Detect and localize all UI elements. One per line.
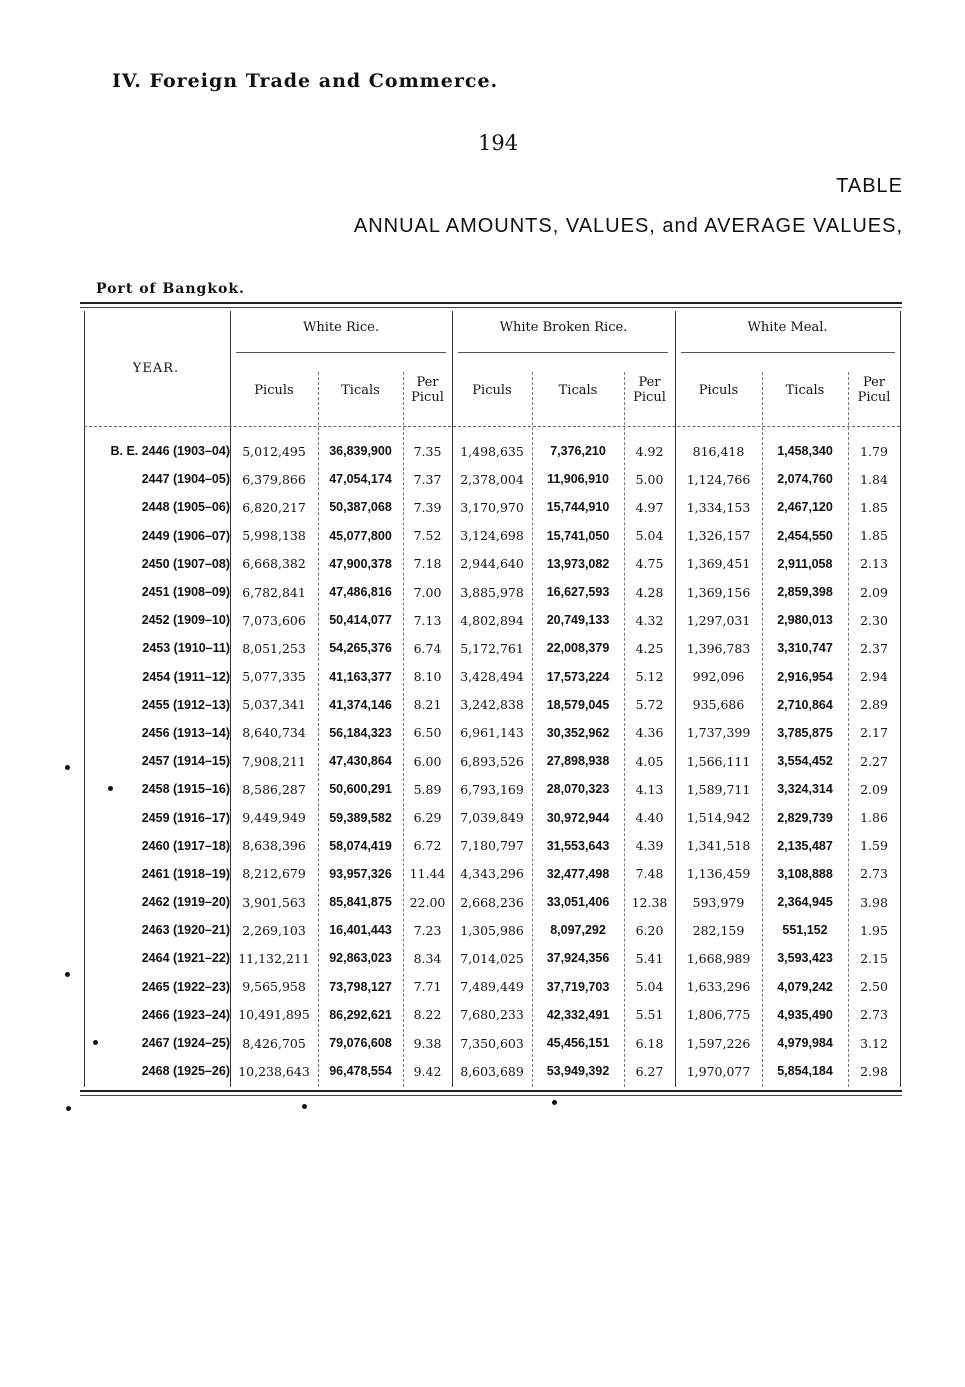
top-rule [80,302,902,304]
value-cell: 1,970,077 [686,1063,751,1079]
value-cell: 5,012,495 [242,443,306,459]
value-cell: 3,170,970 [460,499,524,515]
print-speck [552,1100,557,1105]
value-cell: 7,180,797 [460,838,524,854]
trade-data-table [84,437,900,1085]
value-cell: 30,352,962 [546,725,610,740]
value-cell: 5,998,138 [242,528,306,544]
value-cell: 4,935,490 [777,1007,833,1022]
value-cell: 1,514,942 [686,810,751,826]
value-cell: 2,911,058 [777,556,833,571]
value-cell: 11.44 [409,866,446,882]
value-cell: 16,627,593 [546,585,610,600]
value-cell: 1.59 [860,838,888,854]
value-cell: 73,798,127 [329,979,392,994]
value-cell: 2,074,760 [777,472,833,487]
table-row [84,465,900,493]
value-cell: 282,159 [692,922,745,938]
value-cell: 2.94 [860,669,888,685]
value-cell: 2,859,398 [777,585,833,600]
value-cell: 8.22 [413,1007,442,1023]
per-label: Per [638,375,661,390]
value-cell: 3,124,698 [460,528,524,544]
value-cell: 2,944,640 [460,556,524,572]
per-label: Per [862,375,886,390]
value-cell: 6.00 [413,753,442,769]
value-cell: 2.17 [860,725,888,741]
value-cell: 47,900,378 [329,556,392,571]
table-row [84,578,900,606]
value-cell: 1.85 [860,499,888,515]
value-cell: 1.79 [860,443,888,459]
value-cell: 37,924,356 [546,951,610,966]
table-row [84,550,900,578]
value-cell: 2,378,004 [460,471,524,487]
table-row [84,1001,900,1029]
value-cell: 6.18 [635,1035,664,1051]
value-cell: 3,554,452 [777,754,833,769]
value-cell: 6.20 [635,922,664,938]
value-cell: 2.15 [860,950,888,966]
value-cell: 5,172,761 [460,640,524,656]
value-cell: 1.84 [860,471,888,487]
value-cell: 6.27 [635,1063,664,1079]
value-cell: 6,893,526 [460,753,524,769]
bottom-rule [80,1090,902,1092]
value-cell: 22,008,379 [546,641,610,656]
table-row [84,522,900,550]
value-cell: 10,491,895 [238,1007,310,1023]
value-cell: 2.27 [860,753,888,769]
value-cell: 2,668,236 [460,894,524,910]
value-cell: 8.34 [413,950,442,966]
value-cell: 1.86 [860,810,888,826]
value-cell: 2,454,550 [777,528,833,543]
value-cell: 7.13 [413,612,442,628]
value-cell: 4.75 [635,556,664,572]
group-header-white-meal: White Meal. [747,320,828,335]
table-row [84,916,900,944]
value-cell: 8,638,396 [242,838,306,854]
table-row [84,663,900,691]
value-cell: 8.10 [413,669,442,685]
value-cell: 2.09 [860,584,888,600]
value-cell: 3,310,747 [777,641,833,656]
value-cell: 5,077,335 [242,669,306,685]
top-rule-inner [80,307,902,308]
value-cell: 31,553,643 [546,838,610,853]
picul-label: Picul [411,390,444,405]
value-cell: 59,389,582 [329,810,392,825]
value-cell: 50,414,077 [329,613,392,628]
value-cell: 1,369,451 [686,556,751,572]
table-row [84,747,900,775]
year-header: YEAR. [132,361,180,376]
col-header-ticals: Ticals [341,383,380,398]
table-row [84,973,900,1001]
value-cell: 92,863,023 [329,951,392,966]
value-cell: 12.38 [631,894,668,910]
value-cell: 1,597,226 [686,1035,751,1051]
value-cell: 7.35 [413,443,442,459]
table-title: ANNUAL AMOUNTS, VALUES, and AVERAGE VALUES, [353,215,903,237]
group-header-white-broken-rice: White Broken Rice. [499,320,628,335]
value-cell: 2.73 [860,1007,888,1023]
value-cell: 85,841,875 [329,895,392,910]
value-cell: 4.13 [635,781,664,797]
value-cell: 8,426,705 [242,1035,306,1051]
value-cell: 16,401,443 [329,923,392,938]
value-cell: 5.89 [413,781,442,797]
value-cell: 41,374,146 [329,697,392,712]
value-cell: 1,297,031 [686,612,751,628]
value-cell: 4,079,242 [777,979,833,994]
value-cell: 4,979,984 [777,1036,833,1051]
table-row [84,803,900,831]
value-cell: 4.92 [635,443,664,459]
value-cell: 7.23 [413,922,442,938]
value-cell: 3.98 [860,894,888,910]
year-cell: 2465 (1922–23) [141,979,230,994]
value-cell: 1,668,989 [686,950,751,966]
table-row [84,860,900,888]
value-cell: 10,238,643 [238,1063,310,1079]
col-header-piculs: Piculs [254,383,294,398]
print-speck [108,786,113,791]
value-cell: 2,135,487 [777,838,833,853]
table-label: TABLE [836,175,903,197]
value-cell: 33,051,406 [546,895,610,910]
value-cell: 1,136,459 [686,866,751,882]
year-cell: 2463 (1920–21) [141,923,230,938]
table-row [84,606,900,634]
per-label: Per [416,375,439,390]
value-cell: 1,326,157 [686,528,751,544]
value-cell: 4.97 [635,499,664,515]
value-cell: 11,132,211 [238,950,310,966]
value-cell: 4,802,894 [460,612,524,628]
value-cell: 5.04 [635,979,664,995]
value-cell: 7,680,233 [460,1007,524,1023]
table-row [84,888,900,916]
value-cell: 2.13 [860,556,888,572]
value-cell: 992,096 [692,669,745,685]
print-speck [65,765,70,770]
table-body [84,437,900,1085]
year-cell: 2467 (1924–25) [141,1036,230,1051]
value-cell: 5.00 [635,471,664,487]
value-cell: 5.41 [635,950,664,966]
year-cell: 2449 (1906–07) [141,528,230,543]
value-cell: 4.40 [635,810,664,826]
year-cell: 2450 (1907–08) [141,556,230,571]
value-cell: 2,269,103 [242,922,306,938]
col-header-per-picul [403,375,452,405]
value-cell: 37,719,703 [546,979,610,994]
value-cell: 50,387,068 [329,500,392,515]
value-cell: 6,820,217 [242,499,306,515]
col-header-piculs: Piculs [698,383,739,398]
value-cell: 9,565,958 [242,979,306,995]
value-cell: 1,305,986 [460,922,524,938]
table-row [84,719,900,747]
value-cell: 3,108,888 [777,866,833,881]
value-cell: 2.89 [860,697,888,713]
value-cell: 6,793,169 [460,781,524,797]
year-cell: 2461 (1918–19) [141,866,230,881]
value-cell: 1,589,711 [686,781,751,797]
value-cell: 7.71 [413,979,442,995]
value-cell: 3,428,494 [460,669,524,685]
value-cell: 17,573,224 [546,669,610,684]
value-cell: 6,961,143 [460,725,524,741]
table-row [84,437,900,465]
table-row [84,1057,900,1085]
value-cell: 8,603,689 [460,1063,524,1079]
value-cell: 2,916,954 [777,669,833,684]
col-header-per-picul [624,375,675,405]
value-cell: 2,364,945 [777,895,833,910]
value-cell: 4.05 [635,753,664,769]
page-number: 194 [478,131,519,155]
col-header-per-picul [848,375,900,405]
value-cell: 7.18 [413,556,442,572]
year-cell: 2451 (1908–09) [141,585,230,600]
year-cell: 2453 (1910–11) [142,641,230,656]
value-cell: 8,640,734 [242,725,306,741]
value-cell: 54,265,376 [329,641,392,656]
value-cell: 47,054,174 [329,472,392,487]
year-cell: 2458 (1915–16) [141,782,230,797]
value-cell: 6.74 [413,640,442,656]
value-cell: 4,343,296 [460,866,524,882]
print-speck [93,1040,98,1045]
table-right-border [900,311,901,1087]
year-cell: 2457 (1914–15) [141,754,230,769]
value-cell: 2,467,120 [777,500,833,515]
value-cell: 45,456,151 [546,1036,610,1051]
value-cell: 4.25 [635,640,664,656]
value-cell: 15,741,050 [546,528,610,543]
col-header-piculs: Piculs [472,383,512,398]
value-cell: 7.37 [413,471,442,487]
print-speck [65,972,70,977]
year-cell: B. E. 2446 (1903–04) [110,444,230,459]
value-cell: 20,749,133 [546,613,610,628]
table-row [84,832,900,860]
value-cell: 6.72 [413,838,442,854]
col-header-ticals: Ticals [558,383,598,398]
value-cell: 9,449,949 [242,810,306,826]
col-header-ticals: Ticals [785,383,825,398]
value-cell: 1,369,156 [686,584,751,600]
group-rule [458,352,668,353]
value-cell: 1,806,775 [686,1007,751,1023]
value-cell: 1.95 [860,922,888,938]
value-cell: 15,744,910 [546,500,610,515]
group-rule [681,352,895,353]
value-cell: 3,324,314 [777,782,833,797]
picul-label: Picul [857,390,891,405]
value-cell: 7,376,210 [550,444,606,459]
value-cell: 28,070,323 [546,782,610,797]
year-cell: 2454 (1911–12) [142,669,230,684]
value-cell: 27,898,938 [546,754,610,769]
value-cell: 7,489,449 [460,979,524,995]
value-cell: 9.42 [413,1063,442,1079]
value-cell: 5.04 [635,528,664,544]
picul-label: Picul [633,390,666,405]
value-cell: 30,972,944 [546,810,610,825]
value-cell: 1.85 [860,528,888,544]
value-cell: 935,686 [692,697,745,713]
value-cell: 13,973,082 [546,556,610,571]
section-title: IV. Foreign Trade and Commerce. [112,70,499,92]
value-cell: 1,458,340 [777,444,833,459]
value-cell: 22.00 [409,894,446,910]
group-header-white-rice: White Rice. [303,320,379,335]
year-cell: 2448 (1905–06) [141,500,230,515]
value-cell: 6.29 [413,810,442,826]
value-cell: 5.51 [635,1007,664,1023]
value-cell: 3,593,423 [777,951,833,966]
value-cell: 1,334,153 [686,499,751,515]
value-cell: 93,957,326 [329,866,392,881]
year-cell: 2455 (1912–13) [141,697,230,712]
year-cell: 2452 (1909–10) [141,613,230,628]
value-cell: 816,418 [692,443,745,459]
value-cell: 3.12 [860,1035,888,1051]
value-cell: 7,073,606 [242,612,306,628]
value-cell: 6,782,841 [242,584,306,600]
value-cell: 5.72 [635,697,664,713]
year-cell: 2466 (1923–24) [141,1007,230,1022]
value-cell: 1,498,635 [460,443,524,459]
value-cell: 1,396,783 [686,640,751,656]
value-cell: 4.32 [635,612,664,628]
year-cell: 2456 (1913–14) [141,725,230,740]
table-row [84,634,900,662]
table-row [84,775,900,803]
year-cell: 2447 (1904–05) [141,472,230,487]
table-row [84,691,900,719]
value-cell: 6.50 [413,725,442,741]
value-cell: 8,097,292 [550,923,606,938]
value-cell: 42,332,491 [546,1007,610,1022]
value-cell: 4.36 [635,725,664,741]
value-cell: 2.30 [860,612,888,628]
value-cell: 36,839,900 [329,444,392,459]
value-cell: 11,906,910 [547,472,609,487]
value-cell: 47,430,864 [329,754,392,769]
year-cell: 2462 (1919–20) [141,895,230,910]
value-cell: 1,633,296 [686,979,751,995]
value-cell: 1,124,766 [686,471,751,487]
value-cell: 8,212,679 [242,866,306,882]
value-cell: 7.48 [635,866,664,882]
value-cell: 1,737,399 [686,725,751,741]
value-cell: 7,014,025 [460,950,524,966]
value-cell: 1,566,111 [686,753,751,769]
bottom-rule-inner [80,1095,902,1096]
year-cell: 2460 (1917–18) [141,838,230,853]
year-cell: 2459 (1916–17) [141,810,230,825]
value-cell: 551,152 [782,923,828,938]
port-title: Port of Bangkok. [96,281,245,297]
value-cell: 2.37 [860,640,888,656]
value-cell: 593,979 [692,894,745,910]
value-cell: 86,292,621 [329,1007,392,1022]
value-cell: 79,076,608 [329,1036,392,1051]
value-cell: 5,037,341 [242,697,306,713]
value-cell: 3,242,838 [460,697,524,713]
value-cell: 4.39 [635,838,664,854]
value-cell: 3,785,875 [777,725,833,740]
year-cell: 2468 (1925–26) [141,1064,230,1079]
value-cell: 7.52 [413,528,442,544]
value-cell: 96,478,554 [329,1064,392,1079]
value-cell: 32,477,498 [546,866,610,881]
value-cell: 5.12 [635,669,664,685]
value-cell: 7.00 [413,584,442,600]
value-cell: 7,039,849 [460,810,524,826]
value-cell: 9.38 [413,1035,442,1051]
value-cell: 8,586,287 [242,781,306,797]
header-bottom-rule [84,426,900,427]
value-cell: 6,668,382 [242,556,306,572]
value-cell: 3,885,978 [460,584,524,600]
value-cell: 41,163,377 [329,669,392,684]
value-cell: 5,854,184 [777,1064,833,1079]
value-cell: 8,051,253 [242,640,306,656]
value-cell: 53,949,392 [546,1064,610,1079]
value-cell: 7.39 [413,499,442,515]
value-cell: 56,184,323 [329,725,392,740]
value-cell: 2,829,739 [777,810,833,825]
value-cell: 2.50 [860,979,888,995]
table-row [84,1029,900,1057]
group-rule [236,352,446,353]
value-cell: 3,901,563 [242,894,306,910]
print-speck [302,1104,307,1109]
print-speck [66,1106,71,1111]
value-cell: 6,379,866 [242,471,306,487]
value-cell: 47,486,816 [329,585,392,600]
value-cell: 7,350,603 [460,1035,524,1051]
value-cell: 7,908,211 [242,753,306,769]
value-cell: 2.98 [860,1063,888,1079]
value-cell: 4.28 [635,584,664,600]
value-cell: 2,710,864 [777,697,833,712]
table-row [84,493,900,521]
value-cell: 18,579,045 [546,697,610,712]
value-cell: 45,077,800 [329,528,392,543]
year-cell: 2464 (1921–22) [141,951,230,966]
value-cell: 2,980,013 [777,613,833,628]
value-cell: 2.09 [860,781,888,797]
value-cell: 58,074,419 [329,838,392,853]
value-cell: 50,600,291 [329,782,392,797]
value-cell: 2.73 [860,866,888,882]
value-cell: 1,341,518 [686,838,751,854]
value-cell: 8.21 [413,697,442,713]
table-row [84,944,900,972]
